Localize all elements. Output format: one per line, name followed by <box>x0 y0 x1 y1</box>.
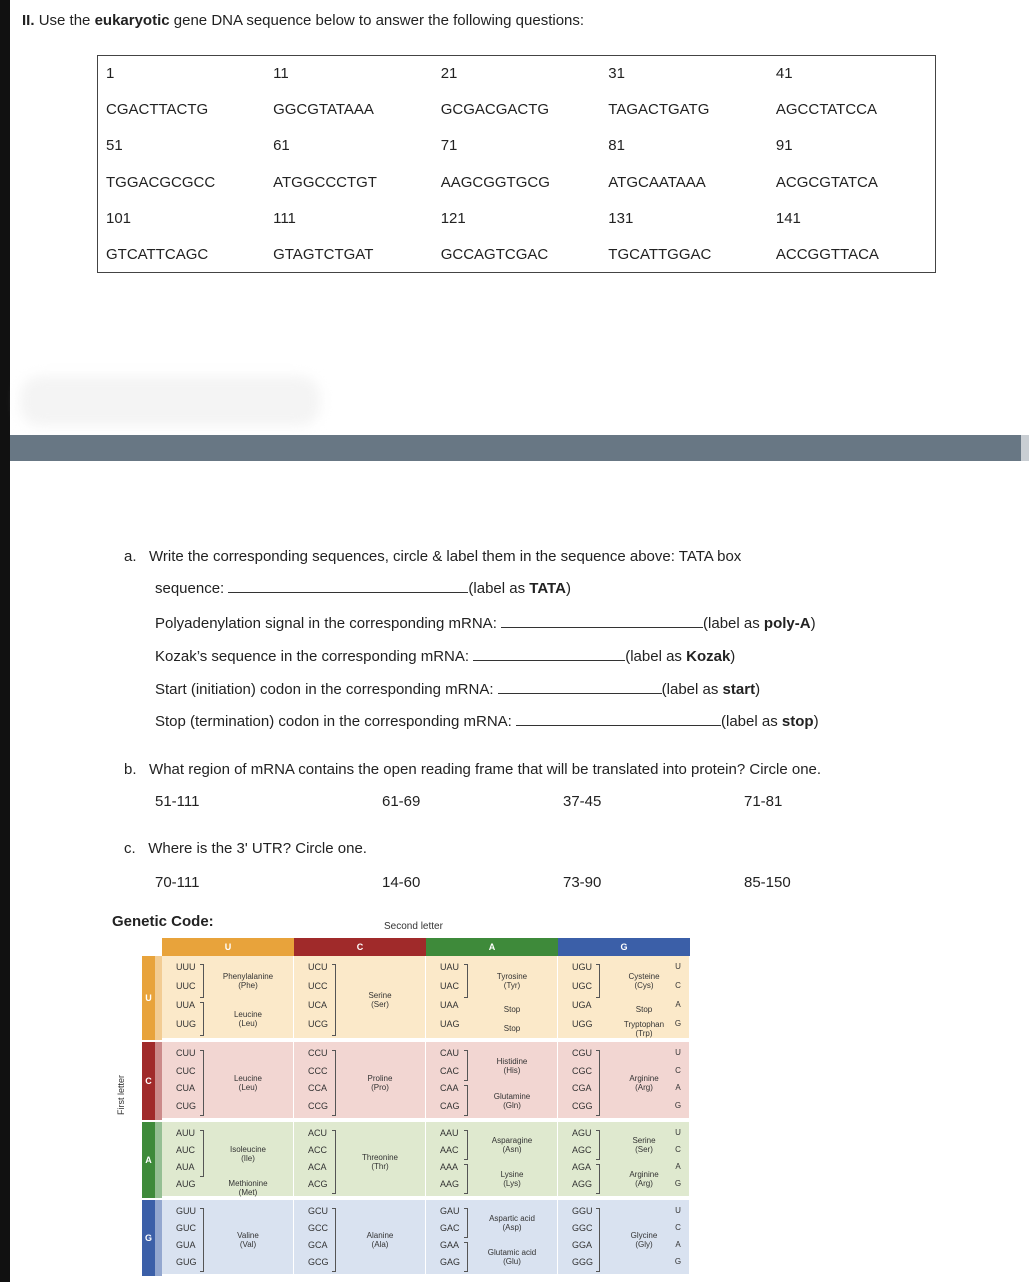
codon-UUG: UUG <box>176 1019 196 1029</box>
position-number-2-1: 61 <box>273 137 290 155</box>
codon-CUA: CUA <box>176 1083 196 1093</box>
codon-bracket <box>200 1050 204 1116</box>
section-number: II. <box>22 12 35 29</box>
third-letter-U: U <box>675 962 681 971</box>
third-letter-G: G <box>674 1179 682 1188</box>
header-text-before: Use the <box>38 12 91 29</box>
polya-label-pre: (label as <box>703 615 764 632</box>
question-a-intro <box>124 548 741 565</box>
question-b-text: What region of mRNA contains the open reading frame that will be translated into protein? Circle one. <box>149 761 822 778</box>
choice-c-2[interactable]: 14-60 <box>382 874 421 891</box>
start-text: Start (initiation) codon in the corresponding mRNA: <box>155 681 494 698</box>
header-text-after: gene DNA sequence below to answer the following questions: <box>173 12 585 29</box>
position-number-2-3: 81 <box>608 137 625 155</box>
amino-acid-abbr: (Arg) <box>635 1083 653 1092</box>
second-letter-G: G <box>558 938 690 956</box>
sequence-block-1-2: GCGACGACTG <box>440 101 550 119</box>
amino-acid-label <box>472 1214 552 1232</box>
question-b <box>124 761 821 778</box>
amino-acid-abbr: (Gly) <box>635 1240 653 1249</box>
amino-acid-abbr: (Pro) <box>371 1083 389 1092</box>
start-answer-blank[interactable] <box>498 682 662 694</box>
codon-GAA: GAA <box>440 1240 460 1250</box>
polya-label-post: ) <box>810 615 816 632</box>
choice-b-4[interactable]: 71-81 <box>744 793 783 810</box>
amino-acid-name: Isoleucine <box>229 1144 267 1154</box>
position-row <box>98 200 936 236</box>
codon-bracket <box>464 1050 468 1081</box>
amino-acid-abbr: (Phe) <box>238 981 258 990</box>
third-letter-A: A <box>675 1240 681 1249</box>
amino-acid-name: Glycine <box>630 1231 658 1240</box>
kozak-label-pre: (label as <box>625 648 687 665</box>
amino-acid-label <box>208 1145 288 1163</box>
amino-acid-label <box>340 991 420 1009</box>
amino-acid-name: Tyrosine <box>496 972 528 981</box>
codon-bracket <box>596 1050 600 1116</box>
question-a-letter: a. <box>124 548 137 565</box>
codon-UAA: UAA <box>440 1000 459 1010</box>
position-number-0-1: 11 <box>273 65 289 83</box>
amino-acid-abbr: (Leu) <box>238 1019 258 1028</box>
amino-acid-abbr: (His) <box>503 1065 521 1075</box>
codon-GUU: GUU <box>176 1206 196 1216</box>
sequence-row <box>98 236 936 272</box>
codon-CGC: CGC <box>572 1065 592 1076</box>
codon-AUG: AUG <box>176 1179 196 1189</box>
codon-AGA: AGA <box>572 1162 592 1172</box>
codon-bracket <box>596 1130 600 1160</box>
codon-bracket <box>464 1208 468 1238</box>
stop-answer-blank[interactable] <box>516 714 721 726</box>
amino-acid-label <box>340 1153 420 1171</box>
amino-acid-abbr: (Leu) <box>238 1083 258 1092</box>
codon-GUC: GUC <box>176 1223 196 1233</box>
amino-acid-name: Asparagine <box>491 1136 533 1145</box>
stop-label-post: ) <box>813 713 819 730</box>
sequence-block-5-1: GTAGTCTGAT <box>273 245 374 263</box>
codon-UGC: UGC <box>572 981 592 991</box>
codon-ACC: ACC <box>308 1145 328 1155</box>
codon-CCC: CCC <box>308 1065 328 1076</box>
question-a-intro-text: Write the corresponding sequences, circle & label them in the sequence above: TATA box <box>149 548 742 565</box>
stop-label-pre: (label as <box>721 713 782 730</box>
header-emphasis: eukaryotic <box>94 12 170 29</box>
third-letter-A: A <box>675 1162 681 1171</box>
third-letter-C: C <box>675 1145 681 1154</box>
amino-acid-abbr: (Ala) <box>371 1240 389 1249</box>
amino-acid-abbr: (Tyr) <box>503 981 521 990</box>
codon-CUG: CUG <box>176 1100 196 1111</box>
third-letter-U: U <box>675 1048 681 1057</box>
sequence-block-1-3: TAGACTGATG <box>608 101 710 119</box>
row-color-strip <box>155 956 162 1040</box>
row-color-strip <box>155 1042 162 1120</box>
question-c-letter: c. <box>124 840 136 857</box>
left-edge-strip <box>0 0 10 1282</box>
tata-label-bold: TATA <box>529 580 566 597</box>
position-number-2-4: 91 <box>775 137 793 155</box>
codon-GAC: GAC <box>440 1223 460 1233</box>
codon-GGA: GGA <box>572 1240 593 1250</box>
tata-prefix: sequence: <box>155 580 225 597</box>
amino-acid-label <box>472 1248 552 1266</box>
sequence-block-3-3: ATGCAATAAA <box>608 173 706 191</box>
page-divider-bar <box>10 435 1029 461</box>
amino-acid-abbr: (Gln) <box>503 1100 521 1110</box>
amino-acid-name: Lysine <box>500 1170 524 1179</box>
amino-acid-name: Aspartic acid <box>489 1214 535 1223</box>
dna-sequence-table <box>97 55 936 273</box>
genetic-code-chart <box>116 920 694 1280</box>
position-row <box>98 128 936 164</box>
position-number-0-0: 1 <box>106 65 115 83</box>
codon-bracket <box>464 1085 468 1116</box>
codon-bracket <box>596 1164 600 1194</box>
second-letter-U: U <box>162 938 294 956</box>
amino-acid-name: Stop <box>635 1005 653 1014</box>
amino-acid-abbr: (Asn) <box>502 1145 522 1154</box>
codon-CAG: CAG <box>440 1100 460 1111</box>
choice-c-3[interactable]: 73-90 <box>563 874 602 891</box>
sequence-block-5-2: GCCAGTCGAC <box>440 245 549 263</box>
sequence-block-5-4: ACCGGTTACA <box>775 245 879 263</box>
codon-CAU: CAU <box>440 1048 460 1058</box>
start-label-post: ) <box>755 681 761 698</box>
kozak-label-post: ) <box>730 648 736 665</box>
sequence-block-1-0: CGACTTACTG <box>106 101 209 119</box>
position-number-0-2: 21 <box>440 65 458 83</box>
position-number-0-3: 31 <box>608 65 625 83</box>
codon-UUA: UUA <box>176 1000 196 1010</box>
second-letter-C: C <box>294 938 426 956</box>
codon-AAG: AAG <box>440 1179 460 1189</box>
amino-acid-name: Valine <box>237 1231 259 1240</box>
amino-acid-name: Stop <box>503 1024 521 1033</box>
amino-acid-name: Serine <box>632 1136 656 1145</box>
codon-GAG: GAG <box>440 1257 461 1267</box>
codon-ACU: ACU <box>308 1128 328 1138</box>
position-number-2-2: 71 <box>440 137 458 155</box>
codon-CGG: CGG <box>572 1100 593 1111</box>
codon-CUC: CUC <box>176 1065 196 1076</box>
amino-acid-abbr: (Thr) <box>371 1162 389 1171</box>
amino-acid-label <box>208 1010 288 1028</box>
codon-bracket <box>464 1242 468 1272</box>
codon-AAU: AAU <box>440 1128 459 1138</box>
third-letter-U: U <box>675 1206 681 1215</box>
codon-CCU: CCU <box>308 1048 328 1058</box>
first-letter-G: G <box>142 1200 155 1276</box>
codon-UCU: UCU <box>308 962 328 972</box>
codon-AGU: AGU <box>572 1128 592 1138</box>
stop-text: Stop (termination) codon in the corresponding mRNA: <box>155 713 512 730</box>
codon-GCC: GCC <box>308 1223 328 1233</box>
amino-acid-name: Glutamine <box>493 1091 531 1101</box>
first-letter-C: C <box>142 1042 155 1120</box>
start-label-pre: (label as <box>661 681 723 698</box>
amino-acid-name: Stop <box>503 1005 521 1014</box>
codon-bracket <box>464 1164 468 1194</box>
codon-AUA: AUA <box>176 1162 195 1172</box>
position-number-2-0: 51 <box>106 137 123 155</box>
amino-acid-name: Histidine <box>496 1056 528 1066</box>
codon-UUC: UUC <box>176 981 196 991</box>
start-line <box>155 681 760 698</box>
choice-b-2[interactable]: 61-69 <box>382 793 421 810</box>
codon-bracket <box>332 1050 336 1116</box>
codon-GCA: GCA <box>308 1240 328 1250</box>
position-number-0-4: 41 <box>775 65 793 83</box>
sequence-block-1-1: GGCGTATAAA <box>273 101 374 119</box>
position-row <box>98 56 936 92</box>
codon-UGG: UGG <box>572 1019 593 1029</box>
codon-GGU: GGU <box>572 1206 593 1216</box>
question-b-letter: b. <box>124 761 137 778</box>
codon-UCA: UCA <box>308 1000 328 1010</box>
kozak-line <box>155 648 735 665</box>
codon-UCG: UCG <box>308 1019 328 1029</box>
codon-bracket <box>464 964 468 998</box>
amino-acid-label <box>472 1136 552 1154</box>
kozak-label-bold: Kozak <box>686 648 731 665</box>
amino-acid-name: Methionine <box>228 1178 268 1188</box>
amino-acid-label <box>472 1024 552 1033</box>
third-letter-G: G <box>674 1257 682 1266</box>
codon-UAG: UAG <box>440 1019 460 1029</box>
codon-CCA: CCA <box>308 1083 328 1093</box>
stop-line <box>155 713 819 730</box>
amino-acid-name: Glutamic acid <box>487 1248 537 1257</box>
tata-label-post: ) <box>565 580 571 597</box>
choice-b-1[interactable]: 51-111 <box>155 793 200 810</box>
codon-AGC: AGC <box>572 1145 592 1155</box>
codon-bracket <box>596 1208 600 1272</box>
codon-bracket <box>200 1130 204 1177</box>
question-c <box>124 840 367 857</box>
codon-GCG: GCG <box>308 1257 329 1267</box>
codon-UGA: UGA <box>572 1000 592 1010</box>
third-letter-C: C <box>675 1223 681 1232</box>
position-number-4-0: 101 <box>106 209 132 227</box>
amino-acid-abbr: (Asp) <box>502 1223 522 1232</box>
amino-acid-name: Cysteine <box>628 972 660 981</box>
row-color-strip <box>155 1122 162 1198</box>
amino-acid-abbr: (Cys) <box>634 981 654 990</box>
amino-acid-label <box>472 1170 552 1188</box>
third-letter-A: A <box>675 1000 681 1009</box>
codon-CCG: CCG <box>308 1100 328 1111</box>
codon-CAA: CAA <box>440 1083 459 1093</box>
amino-acid-name: Alanine <box>366 1231 394 1240</box>
tata-label-pre: (label as <box>468 580 530 597</box>
amino-acid-label <box>208 972 288 990</box>
codon-CGU: CGU <box>572 1048 592 1058</box>
amino-acid-abbr: (Lys) <box>503 1179 521 1188</box>
codon-AUU: AUU <box>176 1128 196 1138</box>
sequence-row <box>98 92 936 128</box>
sequence-block-5-0: GTCATTCAGC <box>106 245 209 263</box>
amino-acid-label <box>472 1005 552 1014</box>
amino-acid-abbr: (Val) <box>239 1240 257 1249</box>
amino-acid-label <box>472 972 552 990</box>
position-number-4-2: 121 <box>440 209 466 227</box>
stop-label-bold: stop <box>781 713 814 730</box>
amino-acid-label <box>340 1231 420 1249</box>
codon-GUA: GUA <box>176 1240 196 1250</box>
codon-CGA: CGA <box>572 1083 592 1093</box>
amino-acid-name: Tryptophan <box>623 1019 665 1029</box>
codon-UAC: UAC <box>440 981 460 991</box>
codon-UGU: UGU <box>572 962 592 972</box>
polya-line <box>155 615 816 632</box>
third-letter-C: C <box>675 1065 681 1075</box>
polya-answer-blank[interactable] <box>501 616 703 628</box>
codon-GUG: GUG <box>176 1257 197 1267</box>
third-letter-G: G <box>674 1100 682 1110</box>
third-letter-A: A <box>675 1083 681 1092</box>
second-letter-A: A <box>426 938 558 956</box>
amino-acid-label <box>472 1057 552 1075</box>
codon-bracket <box>596 964 600 998</box>
codon-GGG: GGG <box>572 1257 594 1267</box>
codon-bracket <box>200 964 204 998</box>
kozak-text: Kozak’s sequence in the corresponding mRNA: <box>155 648 470 665</box>
codon-bracket <box>200 1002 204 1036</box>
amino-acid-label <box>472 1092 552 1110</box>
position-number-4-4: 141 <box>775 209 801 227</box>
codon-CUU: CUU <box>176 1048 196 1058</box>
redacted-blur <box>20 376 320 426</box>
amino-acid-label <box>340 1074 420 1092</box>
amino-acid-abbr: (Met) <box>238 1187 258 1197</box>
choice-c-1[interactable]: 70-111 <box>155 874 200 891</box>
codon-bracket <box>464 1130 468 1160</box>
first-letter-label: First letter <box>116 1074 126 1115</box>
polya-text: Polyadenylation signal in the corresponding mRNA: <box>155 615 497 632</box>
position-number-4-3: 131 <box>608 209 634 227</box>
codon-ACG: ACG <box>308 1179 328 1189</box>
codon-AAA: AAA <box>440 1162 459 1172</box>
codon-CAC: CAC <box>440 1065 460 1076</box>
codon-UAU: UAU <box>440 962 460 972</box>
kozak-answer-blank[interactable] <box>473 649 625 661</box>
codon-GGC: GGC <box>572 1223 593 1233</box>
amino-acid-name: Leucine <box>233 1074 263 1083</box>
sequence-block-3-0: TGGACGCGCC <box>106 173 216 191</box>
amino-acid-abbr: (Arg) <box>635 1179 653 1188</box>
amino-acid-name: Threonine <box>361 1153 399 1162</box>
codon-bracket <box>332 964 336 1036</box>
amino-acid-abbr: (Trp) <box>635 1028 653 1038</box>
codon-UUU: UUU <box>176 962 196 972</box>
polya-label-bold: poly-A <box>763 615 811 632</box>
sequence-block-3-2: AAGCGGTGCG <box>440 173 550 191</box>
codon-bracket <box>332 1130 336 1194</box>
sequence-row <box>98 164 936 200</box>
amino-acid-name: Arginine <box>629 1074 659 1083</box>
codon-GCU: GCU <box>308 1206 328 1216</box>
choice-c-4[interactable]: 85-150 <box>744 874 791 891</box>
choice-b-3[interactable]: 37-45 <box>563 793 602 810</box>
first-letter-A: A <box>142 1122 155 1198</box>
amino-acid-label <box>208 1231 288 1249</box>
codon-AGG: AGG <box>572 1179 593 1189</box>
start-label-bold: start <box>722 681 756 698</box>
amino-acid-abbr: (Ser) <box>371 1000 389 1009</box>
first-letter-U: U <box>142 956 155 1040</box>
position-number-4-1: 111 <box>273 209 296 227</box>
third-letter-U: U <box>675 1128 681 1137</box>
amino-acid-name: Leucine <box>233 1010 263 1019</box>
third-letter-G: G <box>674 1019 682 1028</box>
divider-tab <box>1021 435 1029 461</box>
amino-acid-name: Phenylalanine <box>222 972 274 981</box>
sequence-block-1-4: AGCCTATCCA <box>775 101 877 119</box>
codon-ACA: ACA <box>308 1162 327 1172</box>
genetic-code-title: Genetic Code: <box>112 913 214 930</box>
sequence-block-5-3: TGCATTGGAC <box>608 245 712 263</box>
codon-UCC: UCC <box>308 981 328 991</box>
amino-acid-abbr: (Glu) <box>503 1257 521 1266</box>
codon-AUC: AUC <box>176 1145 196 1155</box>
sequence-block-3-4: ACGCGTATCA <box>775 173 878 191</box>
amino-acid-label <box>208 1074 288 1092</box>
codon-bracket <box>200 1208 204 1272</box>
codon-bracket <box>332 1208 336 1272</box>
amino-acid-name: Arginine <box>629 1170 659 1179</box>
amino-acid-abbr: (Ser) <box>635 1145 653 1154</box>
amino-acid-name: Serine <box>368 991 392 1000</box>
second-letter-label: Second letter <box>384 921 443 932</box>
question-c-text: Where is the 3' UTR? Circle one. <box>148 840 367 857</box>
amino-acid-name: Proline <box>367 1074 393 1083</box>
sequence-block-3-1: ATGGCCCTGT <box>273 173 377 191</box>
amino-acid-label <box>208 1179 288 1197</box>
codon-GAU: GAU <box>440 1206 460 1216</box>
amino-acid-abbr: (Ile) <box>241 1153 255 1163</box>
tata-line <box>155 580 571 597</box>
codon-AAC: AAC <box>440 1145 459 1155</box>
section-header <box>22 12 584 29</box>
row-color-strip <box>155 1200 162 1276</box>
third-letter-C: C <box>675 981 681 990</box>
tata-answer-blank[interactable] <box>228 581 468 593</box>
